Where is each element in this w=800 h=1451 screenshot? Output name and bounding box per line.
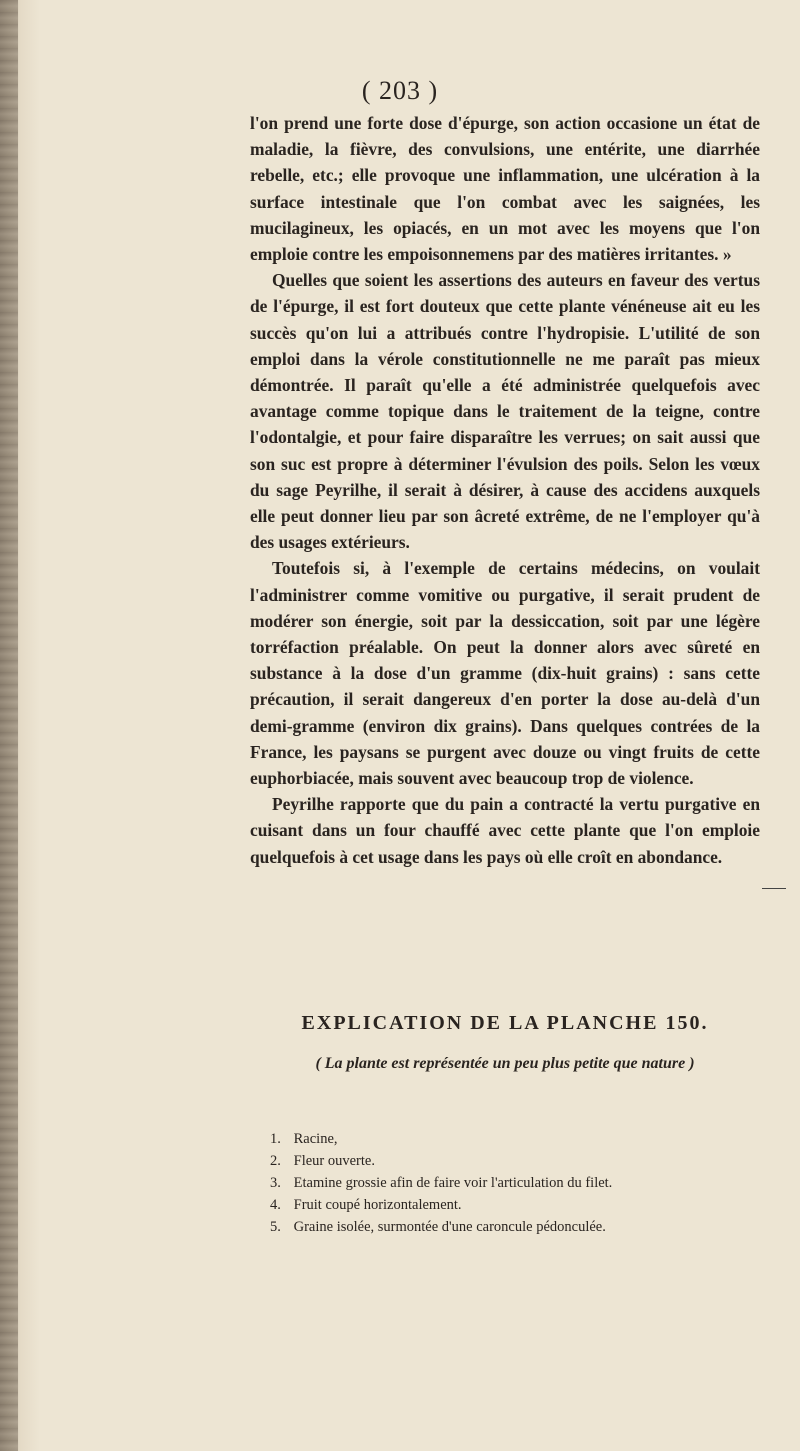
legend-item [270, 1128, 760, 1150]
legend-number: 3. [270, 1175, 281, 1191]
legend-item [270, 1150, 760, 1172]
body-text [250, 110, 760, 870]
legend-text: Racine, [293, 1131, 338, 1147]
legend-text: Graine isolée, surmontée d'une caroncule pédonculée. [293, 1219, 606, 1235]
legend-number: 4. [270, 1197, 281, 1213]
legend-text: Fruit coupé horizontalement. [293, 1197, 462, 1213]
paragraph: Toutefois si, à l'exemple de certains médecins, on voulait l'administrer comme vomitive ou purgative, il serait prudent de modérer son énergie, soit par la dessiccation, soit par une légère torréfaction préalable. On peut la donner alors avec sûreté en substance à la dose d'un gramme (dix-huit grains) : sans cette précaution, il serait dangereux d'en porter la dose au-delà d'un demi-gramme (environ dix grains). Dans quelques contrées de la France, les paysans se purgent avec douze ou vingt fruits de cette euphorbiacée, mais souvent avec beaucoup trop de violence. [250, 558, 760, 789]
legend-item [270, 1194, 760, 1216]
book-binding-edge [0, 0, 18, 1451]
page-number: ( 203 ) [361, 76, 439, 105]
legend-number: 5. [270, 1219, 281, 1235]
legend-text: Fleur ouverte. [293, 1153, 375, 1169]
legend-item [270, 1172, 760, 1194]
plate-legend [270, 1128, 760, 1238]
paragraph: l'on prend une forte dose d'épurge, son action occasione un état de maladie, la fièvre, des convulsions, une entérite, une diarrhée rebelle, etc.; elle provoque une inflammation, une ulcération à la surface intestinale que l'on combat avec les saignées, les mucilagineux, les opiacés, en un mot avec les moyens que l'on emploie contre les empoisonnemens par des matières irritantes. » [250, 113, 760, 265]
plate-subtitle: ( La plante est représentée un peu plus petite que nature ) [315, 1055, 695, 1072]
plate-explanation-title: EXPLICATION DE LA PLANCHE 150. [301, 1012, 709, 1034]
legend-number: 2. [270, 1153, 281, 1169]
paragraph: Quelles que soient les assertions des auteurs en faveur des vertus de l'épurge, il est fort douteux que cette plante vénéneuse ait eu les succès qu'on lui a attribués contre l'hydropisie. L'utilité de son emploi dans la vérole constitutionnelle ne me paraît pas mieux démontrée. Il paraît qu'elle a été administrée quelquefois avec avantage comme topique dans le traitement de la teigne, contre l'odontalgie, et pour faire disparaître les verrues; on sait aussi que son suc est propre à déterminer l'évulsion des poils. Selon les vœux du sage Peyrilhe, il serait à désirer, à cause des accidens auxquels elle peut donner lieu par son âcreté extrême, de ne l'employer qu'à des usages extérieurs. [250, 270, 760, 553]
legend-item [270, 1216, 760, 1238]
legend-number: 1. [270, 1131, 281, 1147]
legend-text: Etamine grossie afin de faire voir l'articulation du filet. [293, 1175, 613, 1191]
paragraph: Peyrilhe rapporte que du pain a contracté la vertu purgative en cuisant dans un four chauffé avec cette plante que l'on emploie quelquefois à cet usage dans les pays où elle croît en abondance. [250, 794, 760, 867]
margin-mark [762, 888, 786, 889]
